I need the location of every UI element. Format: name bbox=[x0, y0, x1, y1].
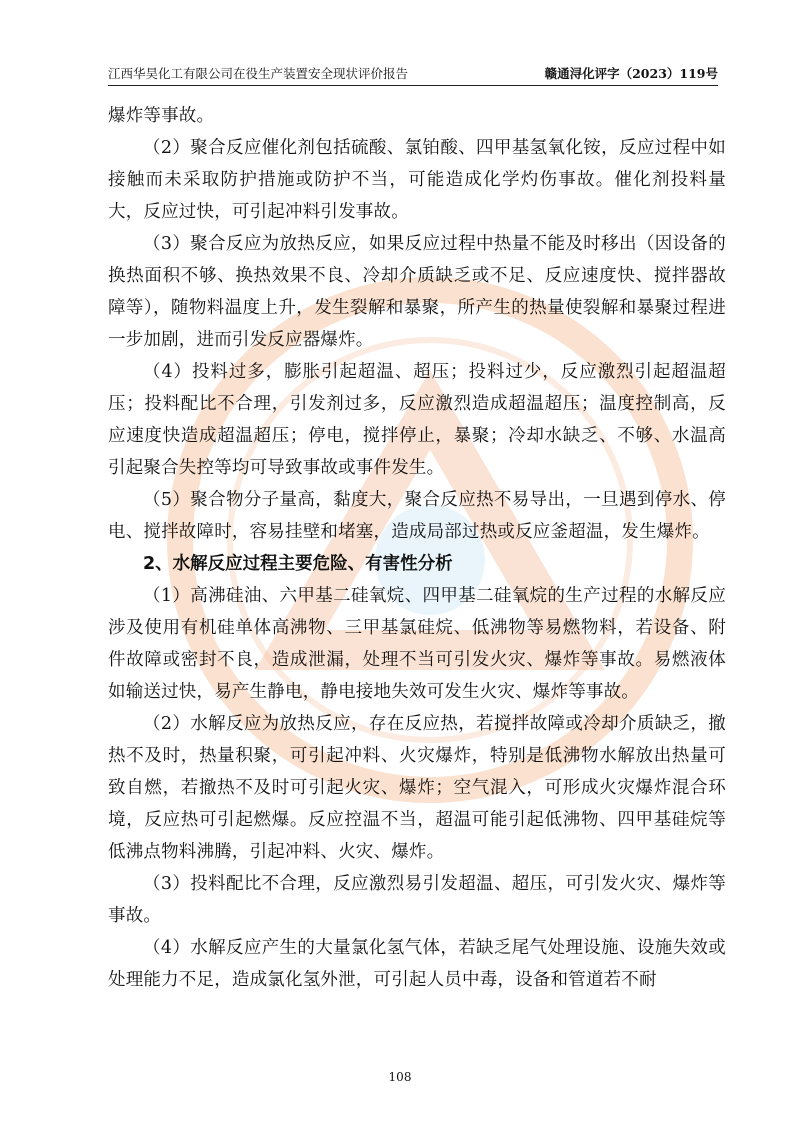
paragraph-item-2: （2）聚合反应催化剂包括硫酸、氯铂酸、四甲基氢氧化铵，反应过程中如接触而未采取防护措施或防护不当，可能造成化学灼伤事故。催化剂投料量大，反应过快，可引起冲料引发事故。 bbox=[108, 138, 726, 222]
paragraph-item-4: （4）投料过多，膨胀引起超温、超压；投料过少，反应激烈引起超温超压；投料配比不合理，引发剂过多，反应激烈造成超温超压；温度控制高，反应速度快造成超温超压；停电，搅拌停止，暴聚；冷却水缺乏、不够、水温高引起聚合失控等均可导致事故或事件发生。 bbox=[108, 362, 726, 478]
header-report-number: 赣通浔化评字（2023）119号 bbox=[544, 66, 718, 81]
paragraph-hydrolysis-4: （4）水解反应产生的大量氯化氢气体，若缺乏尾气处理设施、设施失效或处理能力不足，造成氯化氢外泄，可引起人员中毒，设备和管道若不耐 bbox=[108, 938, 726, 990]
page-header bbox=[108, 58, 718, 86]
header-report-title: 江西华昊化工有限公司在役生产装置安全现状评价报告 bbox=[108, 66, 409, 81]
paragraph-item-3: （3）聚合反应为放热反应，如果反应过程中热量不能及时移出（因设备的换热面积不够、换热效果不良、冷却介质缺乏或不足、反应速度快、搅拌器故障等），随物料温度上升，发生裂解和暴聚，所产生的热量使裂解和暴聚过程进一步加剧，进而引发反应器爆炸。 bbox=[108, 234, 726, 350]
page-body bbox=[108, 100, 726, 996]
paragraph-item-5: （5）聚合物分子量高，黏度大，聚合反应热不易导出，一旦遇到停水、停电、搅拌故障时，容易挂壁和堵塞，造成局部过热或反应釜超温，发生爆炸。 bbox=[108, 490, 726, 542]
paragraph-hydrolysis-1: （1）高沸硅油、六甲基二硅氧烷、四甲基二硅氧烷的生产过程的水解反应涉及使用有机硅单体高沸物、三甲基氯硅烷、低沸物等易燃物料，若设备、附件故障或密封不良，造成泄漏，处理不当可引发火灾、爆炸等事故。易燃液体如输送过快，易产生静电，静电接地失效可发生火灾、爆炸等事故。 bbox=[108, 586, 726, 702]
paragraph-hydrolysis-3: （3）投料配比不合理，反应激烈易引发超温、超压，可引发火灾、爆炸等事故。 bbox=[108, 874, 726, 926]
section-heading: 2、水解反应过程主要危险、有害性分析 bbox=[143, 554, 453, 574]
paragraph-hydrolysis-2: （2）水解反应为放热反应，存在反应热，若搅拌故障或冷却介质缺乏，撤热不及时，热量积聚，可引起冲料、火灾爆炸，特别是低沸物水解放出热量可致自燃，若撤热不及时可引起火灾、爆炸；空气混入，可形成火灾爆炸混合环境，反应热可引起燃爆。反应控温不当，超温可能引起低沸物、四甲基硅烷等低沸点物料沸腾，引起冲料、火灾、爆炸。 bbox=[108, 714, 726, 862]
paragraph-continuation: 爆炸等事故。 bbox=[108, 106, 215, 126]
page-number: 108 bbox=[388, 1070, 412, 1084]
